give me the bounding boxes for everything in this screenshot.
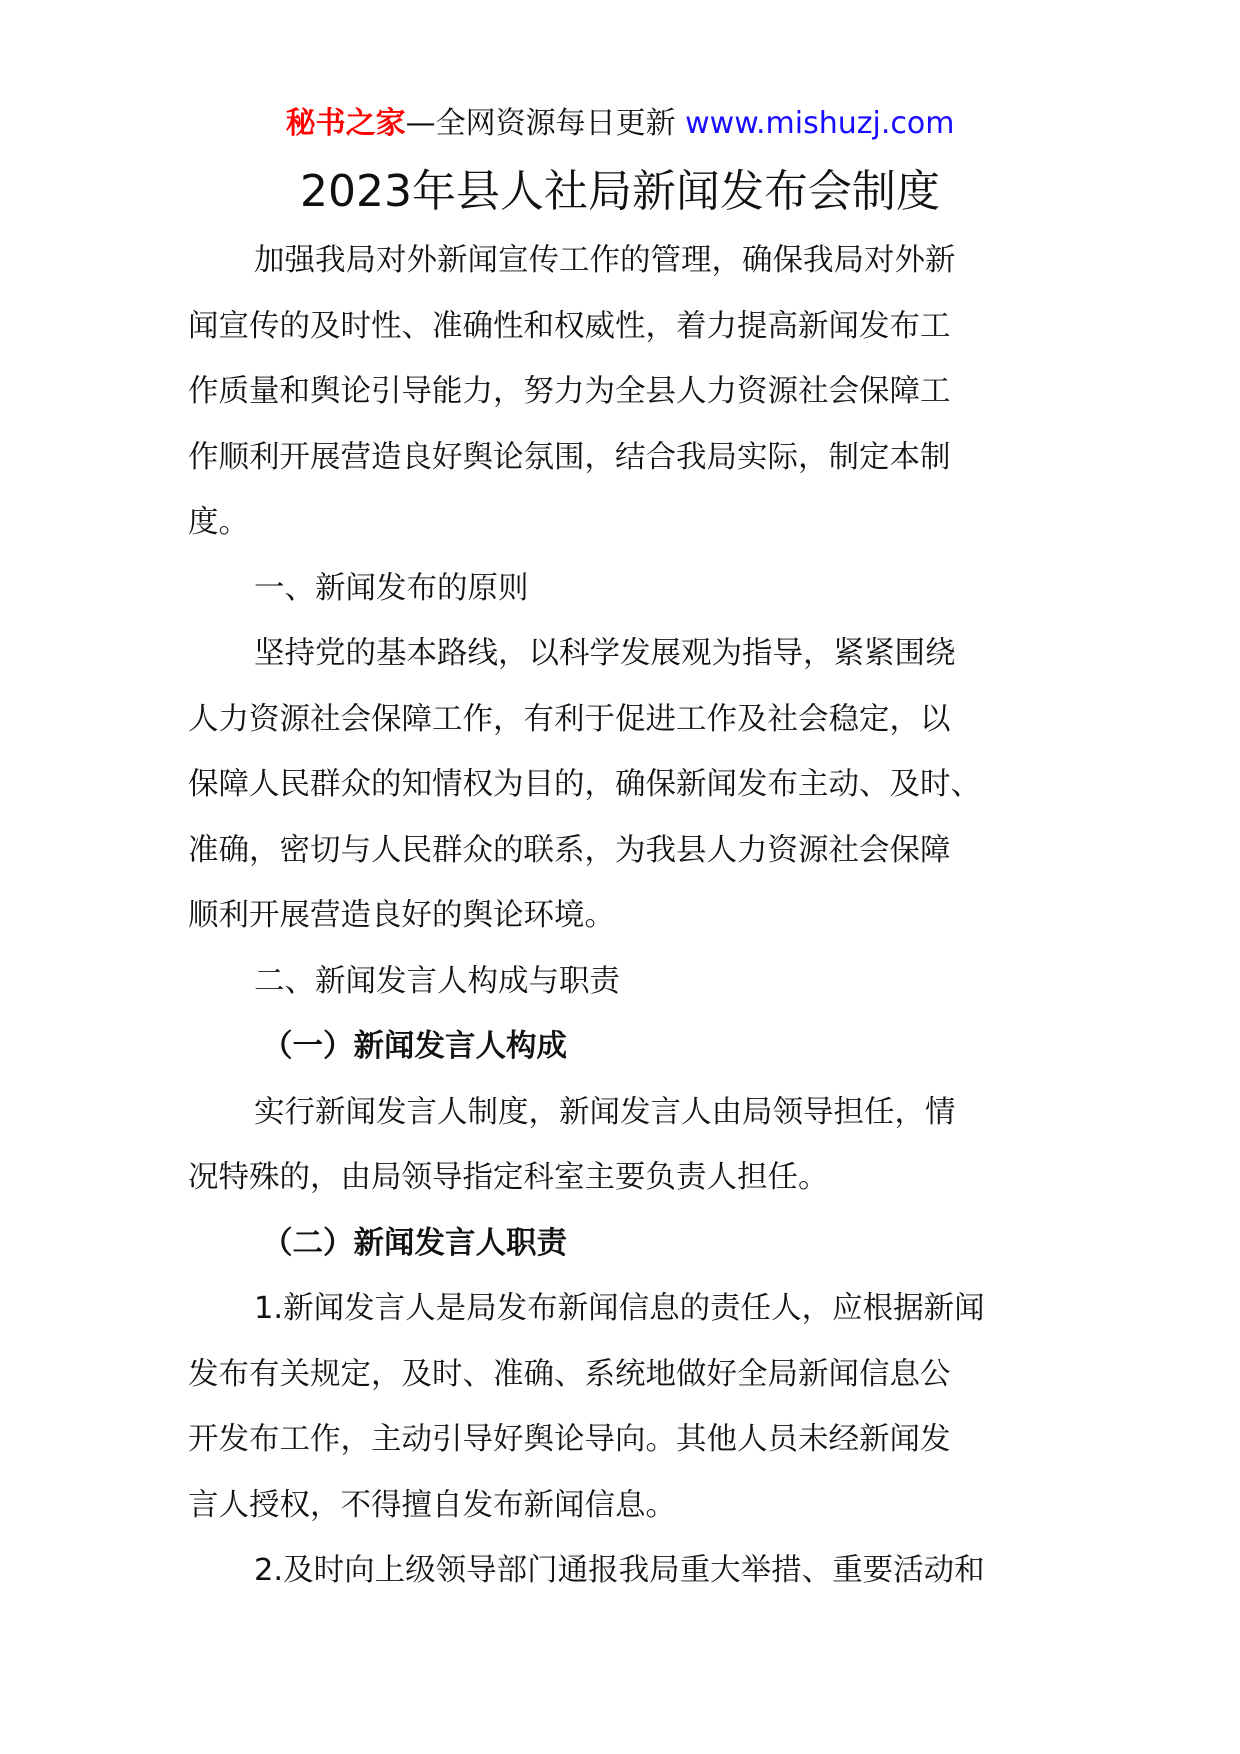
- paragraph-line: 作顺利开展营造良好舆论氛围，结合我局实际，制定本制: [188, 439, 951, 475]
- paragraph-line: 2.及时向上级领导部门通报我局重大举措、重要活动和: [254, 1553, 985, 1588]
- paragraph-line: 人力资源社会保障工作，有利于促进工作及社会稳定，以: [188, 701, 951, 737]
- paragraph-line: 言人授权，不得擅自发布新闻信息。: [188, 1487, 676, 1523]
- paragraph-line: 发布有关规定，及时、准确、系统地做好全局新闻信息公: [188, 1356, 951, 1392]
- paragraph-line: 闻宣传的及时性、准确性和权威性，着力提高新闻发布工: [188, 308, 951, 344]
- paragraph-line: 顺利开展营造良好的舆论环境。: [188, 898, 615, 933]
- header-slogan: —全网资源每日更新: [405, 106, 686, 141]
- subsection-heading: （二）新闻发言人职责: [262, 1225, 567, 1261]
- paragraph-line: 度。: [188, 505, 249, 540]
- paragraph-line: 作质量和舆论引导能力，努力为全县人力资源社会保障工: [188, 374, 951, 409]
- document-body: [188, 228, 1054, 1604]
- paragraph-line: 坚持党的基本路线，以科学发展观为指导，紧紧围绕: [254, 636, 956, 671]
- website-link[interactable]: www.mishuzj.com: [685, 106, 955, 141]
- subsection-heading: （一）新闻发言人构成: [262, 1029, 567, 1064]
- paragraph-line: 况特殊的，由局领导指定科室主要负责人担任。: [188, 1160, 829, 1195]
- brand-name: 秘书之家: [285, 106, 406, 141]
- paragraph-line: 实行新闻发言人制度，新闻发言人由局领导担任，情: [254, 1094, 956, 1130]
- watermark-header: [0, 100, 1240, 148]
- paragraph-line: 开发布工作，主动引导好舆论导向。其他人员未经新闻发: [188, 1422, 951, 1457]
- section-heading: 一、新闻发布的原则: [254, 570, 529, 606]
- paragraph-line: 准确，密切与人民群众的联系，为我县人力资源社会保障: [188, 832, 951, 868]
- section-heading: 二、新闻发言人构成与职责: [254, 963, 620, 999]
- paragraph-line: 加强我局对外新闻宣传工作的管理，确保我局对外新: [254, 243, 956, 278]
- paragraph-line: 1.新闻发言人是局发布新闻信息的责任人，应根据新闻: [254, 1291, 985, 1326]
- paragraph-line: 保障人民群众的知情权为目的，确保新闻发布主动、及时、: [188, 767, 981, 802]
- document-title: 2023年县人社局新闻发布会制度: [300, 166, 940, 217]
